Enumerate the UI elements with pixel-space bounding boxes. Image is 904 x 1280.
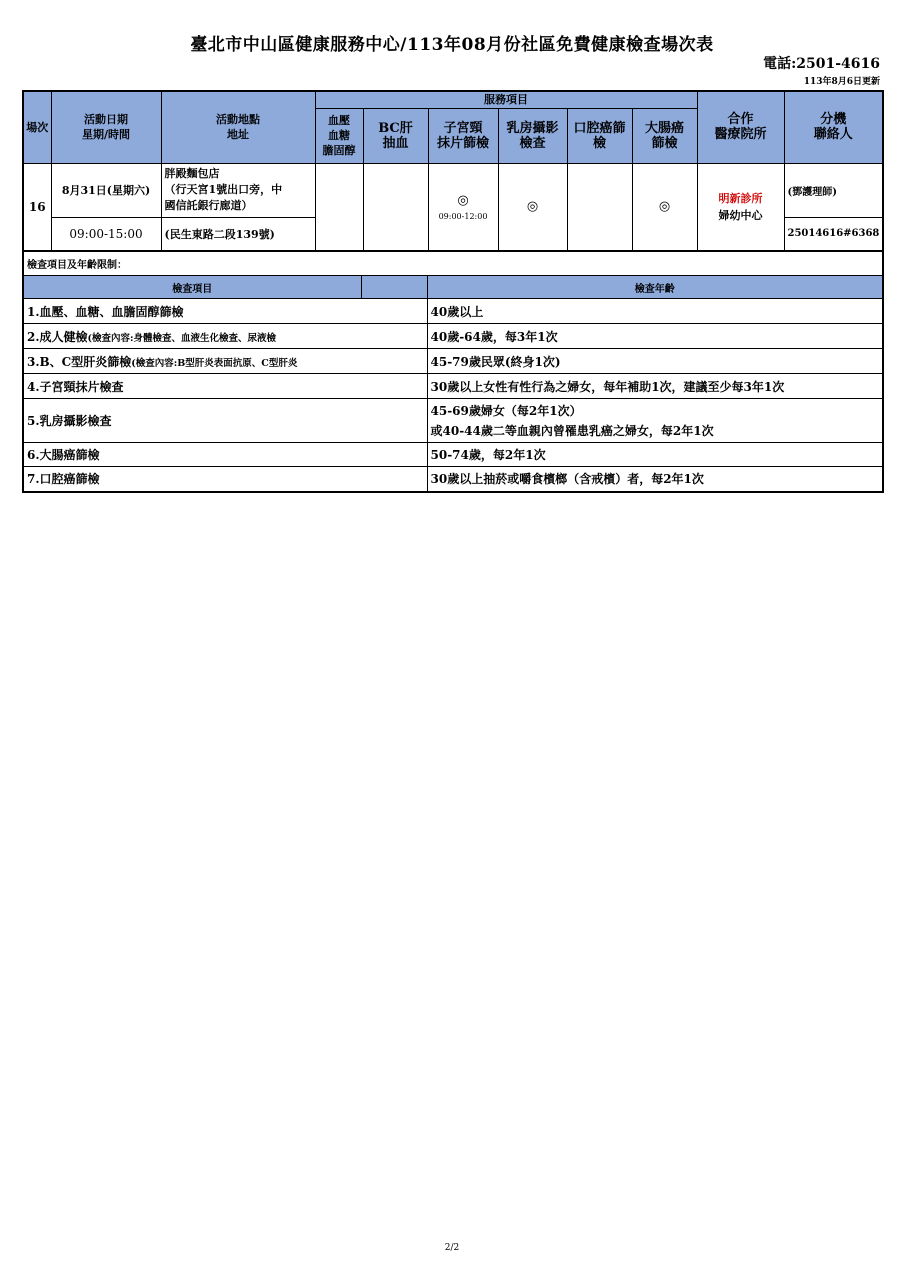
session-number: 16	[23, 163, 51, 250]
item-age: 40歲以上	[427, 299, 883, 324]
header-item-spacer	[361, 276, 427, 299]
item-age: 50-74歲，每2年1次	[427, 443, 883, 467]
item-name: 3.B、C型肝炎篩檢(檢查內容:B型肝炎表面抗原、C型肝炎	[23, 349, 427, 374]
activity-time: 09:00-15:00	[51, 217, 161, 250]
svc-bc-cell	[363, 163, 428, 250]
pap-time: 09:00-12:00	[438, 211, 488, 221]
item-name: 7.口腔癌篩檢	[23, 467, 427, 492]
header-svc-oral: 口腔癌篩 檢	[567, 108, 632, 163]
contact-name: (鄧護理師)	[784, 163, 883, 217]
svc-colon-cell	[632, 163, 697, 250]
header-date: 活動日期 星期/時間	[51, 91, 161, 163]
header-svc-mammo: 乳房攝影 檢查	[498, 108, 567, 163]
partner-hospital: 明新診所 婦幼中心	[697, 163, 784, 250]
header-svc-bp: 血壓 血糖 膽固醇	[315, 108, 363, 163]
svc-mammo-cell	[498, 163, 567, 250]
age-limits-label: 檢查項目及年齡限制：	[23, 251, 883, 276]
item-age: 40歲-64歲，每3年1次	[427, 324, 883, 349]
item-age: 45-69歲婦女（每2年1次） 或40-44歲二等血親內曾罹患乳癌之婦女，每2年1次	[427, 399, 883, 443]
item-name: 5.乳房攝影檢查	[23, 399, 427, 443]
check-mark-icon: ◎	[658, 199, 671, 214]
header-session: 場次	[23, 91, 51, 163]
list-item	[23, 374, 883, 399]
item-name: 1.血壓、血糖、血膽固醇篩檢	[23, 299, 427, 324]
item-name: 6.大腸癌篩檢	[23, 443, 427, 467]
phone-number: 電話:2501-4616	[763, 56, 880, 72]
check-mark-icon: ◎	[457, 192, 469, 208]
check-mark-icon: ◎	[526, 199, 539, 214]
header-age: 檢查年齡	[427, 276, 883, 299]
item-age: 45-79歲民眾(終身1次)	[427, 349, 883, 374]
table-row	[23, 163, 883, 217]
list-item	[23, 349, 883, 374]
list-item	[23, 467, 883, 492]
header-item: 檢查項目	[23, 276, 361, 299]
activity-date: 8月31日(星期六)	[51, 163, 161, 217]
activity-location: 胖殿麵包店 （行天宮1號出口旁，中 國信託銀行廊道）	[161, 163, 315, 217]
svc-bp-cell	[315, 163, 363, 250]
page-number: 2/2	[444, 1243, 460, 1253]
item-age: 30歲以上女性有性行為之婦女，每年補助1次，建議至少每3年1次	[427, 374, 883, 399]
list-item	[23, 324, 883, 349]
contact-extension: 25014616#6368	[784, 217, 883, 250]
update-date: 113年8月6日更新	[803, 77, 880, 87]
item-age: 30歲以上抽菸或嚼食檳榔（含戒檳）者，每2年1次	[427, 467, 883, 492]
header-services: 服務項目	[315, 91, 697, 108]
item-note: (檢查內容:B型肝炎表面抗原、C型肝炎	[131, 357, 298, 369]
page-title: 臺北市中山區健康服務中心/113年08月份社區免費健康檢查場次表	[190, 35, 714, 55]
item-name: 4.子宮頸抹片檢查	[23, 374, 427, 399]
item-name: 2.成人健檢(檢查內容:身體檢查、血液生化檢查、尿液檢	[23, 324, 427, 349]
header-svc-colon: 大腸癌 篩檢	[632, 108, 697, 163]
schedule-table	[22, 90, 884, 251]
item-note: (檢查內容:身體檢查、血液生化檢查、尿液檢	[87, 332, 277, 344]
svc-pap-cell	[428, 163, 498, 250]
header-svc-bc: BC肝 抽血	[363, 108, 428, 163]
list-item	[23, 299, 883, 324]
activity-address: (民生東路二段139號)	[161, 217, 315, 250]
header-location: 活動地點 地址	[161, 91, 315, 163]
age-limits-table	[22, 250, 884, 493]
header-svc-pap: 子宮頸 抹片篩檢	[428, 108, 498, 163]
list-item	[23, 399, 883, 443]
svc-oral-cell	[567, 163, 632, 250]
header-contact: 分機 聯絡人	[784, 91, 883, 163]
list-item	[23, 443, 883, 467]
header-hospital: 合作 醫療院所	[697, 91, 784, 163]
